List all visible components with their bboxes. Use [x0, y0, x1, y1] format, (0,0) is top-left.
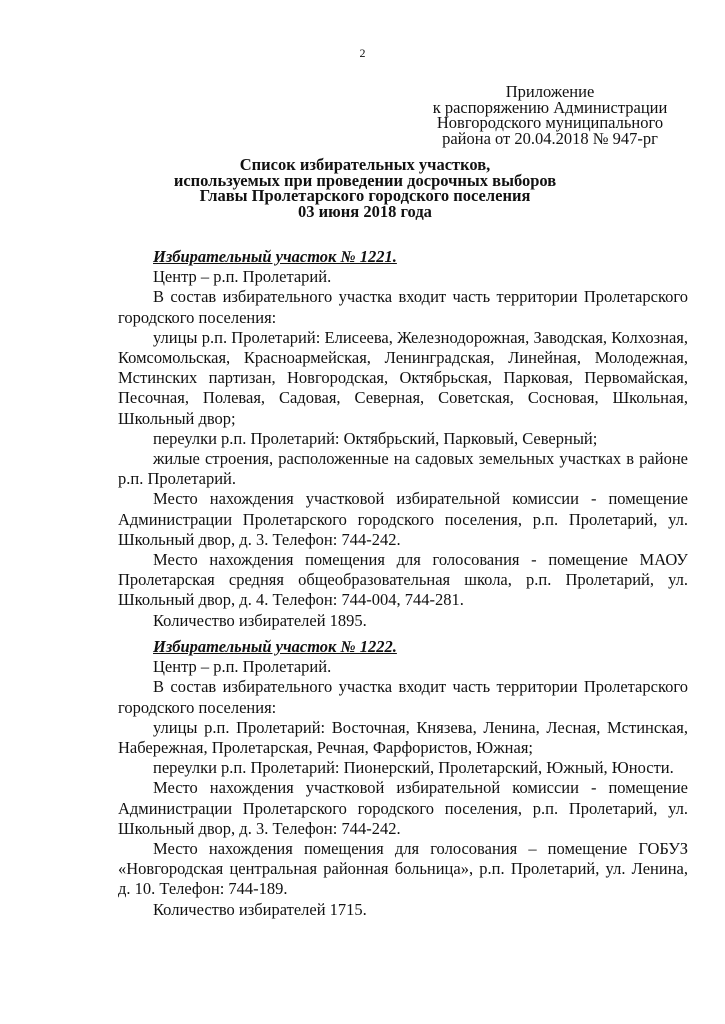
section-paragraph: В состав избирательного участка входит часть территории Пролетарского городского поселения: [118, 287, 688, 327]
appendix-block [420, 84, 680, 146]
section-paragraph: Место нахождения участковой избирательной комиссии - помещение Администрации Пролетарского городского поселения, р.п. Пролетарий, ул. Школьный двор, д. 3. Телефон: 744-242. [118, 778, 688, 838]
polling-station-section [118, 247, 688, 631]
section-paragraph: В состав избирательного участка входит часть территории Пролетарского городского поселения: [118, 677, 688, 717]
appendix-line: Приложение [505, 82, 595, 101]
title-line: 03 июня 2018 года [298, 201, 432, 221]
section-paragraph: Центр – р.п. Пролетарий. [153, 267, 332, 287]
section-paragraph: Количество избирателей 1895. [153, 610, 367, 630]
title-line: Список избирательных участков, [239, 155, 491, 174]
section-paragraph: улицы р.п. Пролетарий: Восточная, Князева, Ленина, Лесная, Мстинская, Набережная, Пролетарская, Речная, Фарфористов, Южная; [118, 717, 688, 758]
title-line: используемых при проведении досрочных выборов [173, 170, 557, 190]
section-paragraph: улицы р.п. Пролетарий: Елисеева, Железнодорожная, Заводская, Колхозная, Комсомольская, Красноармейская, Ленинградская, Линейная, Молодежная, Мстинских партизан, Новгородская, Октябрьская, Парковая, Первомайская, Песочная, Полевая, Садовая, Северная, Советская, Сосновая, Школьная, Школьный двор; [118, 327, 688, 428]
title-line: Главы Пролетарского городского поселения [199, 186, 531, 205]
document-title [150, 157, 580, 219]
section-paragraph: Количество избирателей 1715. [153, 899, 367, 919]
section-paragraph: Центр – р.п. Пролетарий. [153, 657, 332, 677]
appendix-line: к распоряжению Администрации [432, 97, 668, 117]
page-number: 2 [359, 46, 366, 60]
section-paragraph: жилые строения, расположенные на садовых земельных участках в районе р.п. Пролетарий. [118, 449, 688, 489]
appendix-line: района от 20.04.2018 № 947-рг [442, 128, 658, 148]
polling-station-section [118, 637, 688, 920]
section-paragraph: Место нахождения участковой избирательной комиссии - помещение Администрации Пролетарского городского поселения, р.п. Пролетарий, ул. Школьный двор, д. 3. Телефон: 744-242. [118, 489, 688, 549]
section-heading: Избирательный участок № 1222. [153, 637, 397, 656]
section-paragraph: переулки р.п. Пролетарий: Октябрьский, Парковый, Северный; [153, 428, 598, 448]
section-paragraph: переулки р.п. Пролетарий: Пионерский, Пролетарский, Южный, Юности. [153, 758, 674, 778]
section-paragraph: Место нахождения помещения для голосования – помещение ГОБУЗ «Новгородская центральная районная больница», р.п. Пролетарий, ул. Ленина, д. 10. Телефон: 744-189. [118, 839, 688, 899]
appendix-line: Новгородского муниципального [436, 113, 664, 132]
section-heading: Избирательный участок № 1221. [153, 247, 397, 266]
section-paragraph: Место нахождения помещения для голосования - помещение МАОУ Пролетарская средняя общеобразовательная школа, р.п. Пролетарий, ул. Школьный двор, д. 4. Телефон: 744-004, 744-281. [118, 550, 688, 610]
